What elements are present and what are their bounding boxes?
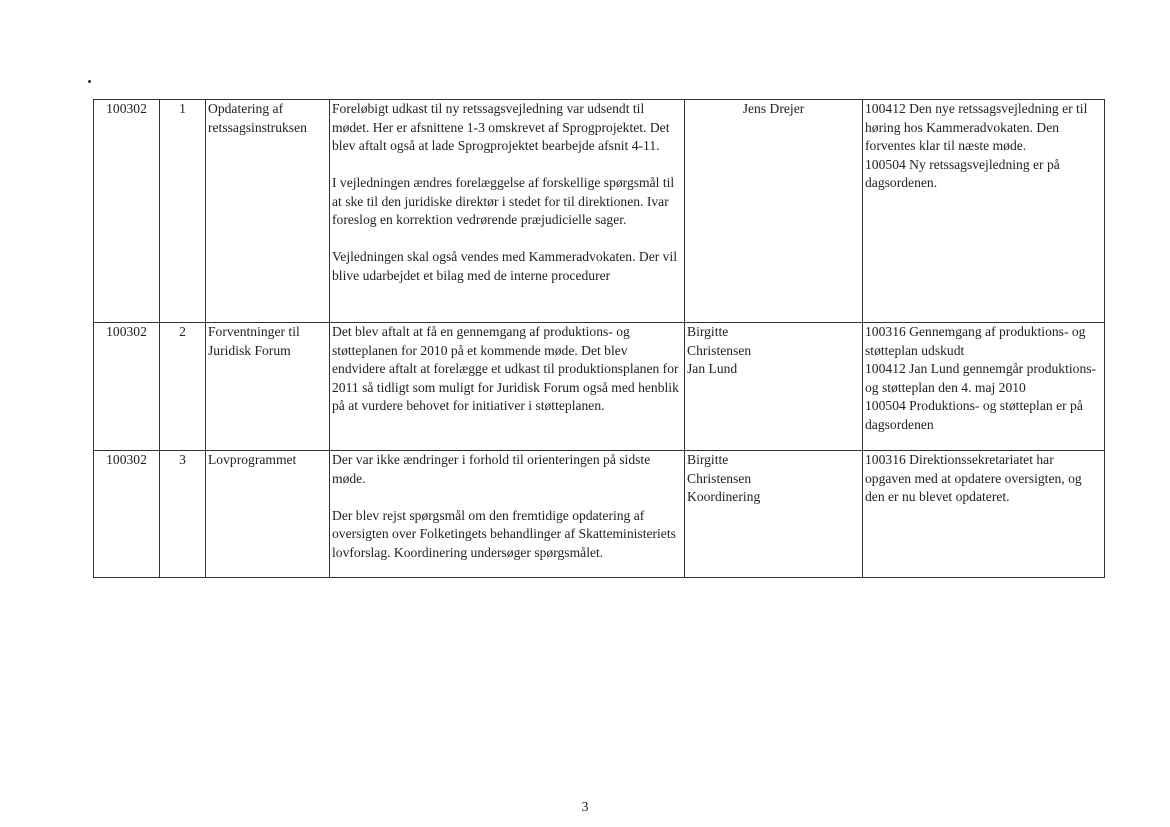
responsible-line: Birgitte — [687, 324, 729, 339]
responsible-line: Birgitte — [687, 452, 729, 467]
date-cell: 100302 — [94, 323, 160, 451]
followup-cell — [863, 451, 1105, 578]
item-number-cell: 2 — [160, 323, 206, 451]
discussion-cell — [330, 100, 685, 323]
item-number-cell: 3 — [160, 451, 206, 578]
followup-entry: 100412 Den nye retssagsvejledning er til høring hos Kammeradvokaten. Den forventes klar til næste møde. — [865, 101, 1088, 153]
discussion-paragraph: Vejledningen skal også vendes med Kammeradvokaten. Der vil blive udarbejdet et bilag med de interne procedurer — [332, 249, 678, 283]
discussion-paragraph: Foreløbigt udkast til ny retssagsvejledning var udsendt til mødet. Her er afsnittene 1-3 omskrevet af Sprogprojektet. Det blev aftalt også at lade Sprogprojektet bearbejde afsnit 4-11. — [332, 101, 670, 153]
responsible-line: Christensen — [687, 470, 752, 486]
followup-cell — [863, 100, 1105, 323]
followup-entry: 100412 Jan Lund gennemgår produktions- og støtteplan den 4. maj 2010 — [865, 361, 1097, 395]
responsible-line: Koordinering — [687, 489, 761, 504]
discussion-paragraph: I vejledningen ændres forelæggelse af forskellige spørgsmål til at ske til den juridiske direktør i stedet for til direktionen. Ivar foreslog en korrektion vedrørende præjudicielle sager. — [332, 175, 675, 227]
date-cell: 100302 — [94, 451, 160, 578]
minutes-table — [93, 99, 1105, 578]
item-number-cell: 1 — [160, 100, 206, 323]
topic-cell: Forventninger til Juridisk Forum — [206, 323, 330, 451]
responsible-cell — [685, 100, 863, 323]
responsible-line: Jens Drejer — [742, 101, 805, 116]
followup-entry: 100316 Direktionssekretariatet har opgaven med at opdatere oversigten, og den er nu blevet opdateret. — [865, 452, 1082, 504]
table-row — [94, 323, 1105, 451]
discussion-paragraph: Der blev rejst spørgsmål om den fremtidige opdatering af oversigten over Folketingets behandlinger af Skatteministeriets lovforslag. Koordinering undersøger spørgsmålet. — [332, 507, 676, 560]
discussion-cell — [330, 323, 685, 451]
table-row — [94, 100, 1105, 323]
discussion-paragraph: Der var ikke ændringer i forhold til orienteringen på sidste møde. — [332, 452, 651, 486]
table-row — [94, 451, 1105, 578]
followup-entry: 100316 Gennemgang af produktions- og støtteplan udskudt — [865, 324, 1086, 358]
topic-cell: Lovprogrammet — [206, 451, 330, 578]
responsible-cell — [685, 451, 863, 578]
topic-cell: Opdatering af retssagsinstruksen — [206, 100, 330, 323]
responsible-line: Christensen — [687, 342, 752, 358]
followup-entry: 100504 Produktions- og støtteplan er på dagsordenen — [865, 398, 1083, 432]
responsible-cell — [685, 323, 863, 451]
date-cell: 100302 — [94, 100, 160, 323]
responsible-line: Jan Lund — [687, 361, 738, 376]
followup-cell — [863, 323, 1105, 451]
discussion-paragraph: Det blev aftalt at få en gennemgang af produktions- og støtteplanen for 2010 på et kommende møde. Det blev endvidere aftalt at forelægge et udkast til produktionsplanen for 2011 så tidligt som muligt for Juridisk Forum også med henblik på at vurdere behovet for initiativer i støtteplanen. — [332, 324, 679, 413]
followup-entry: 100504 Ny retssagsvejledning er på dagsordenen. — [865, 156, 1060, 190]
stray-dot — [88, 80, 91, 83]
page-number: 3 — [581, 800, 589, 815]
discussion-cell — [330, 451, 685, 578]
